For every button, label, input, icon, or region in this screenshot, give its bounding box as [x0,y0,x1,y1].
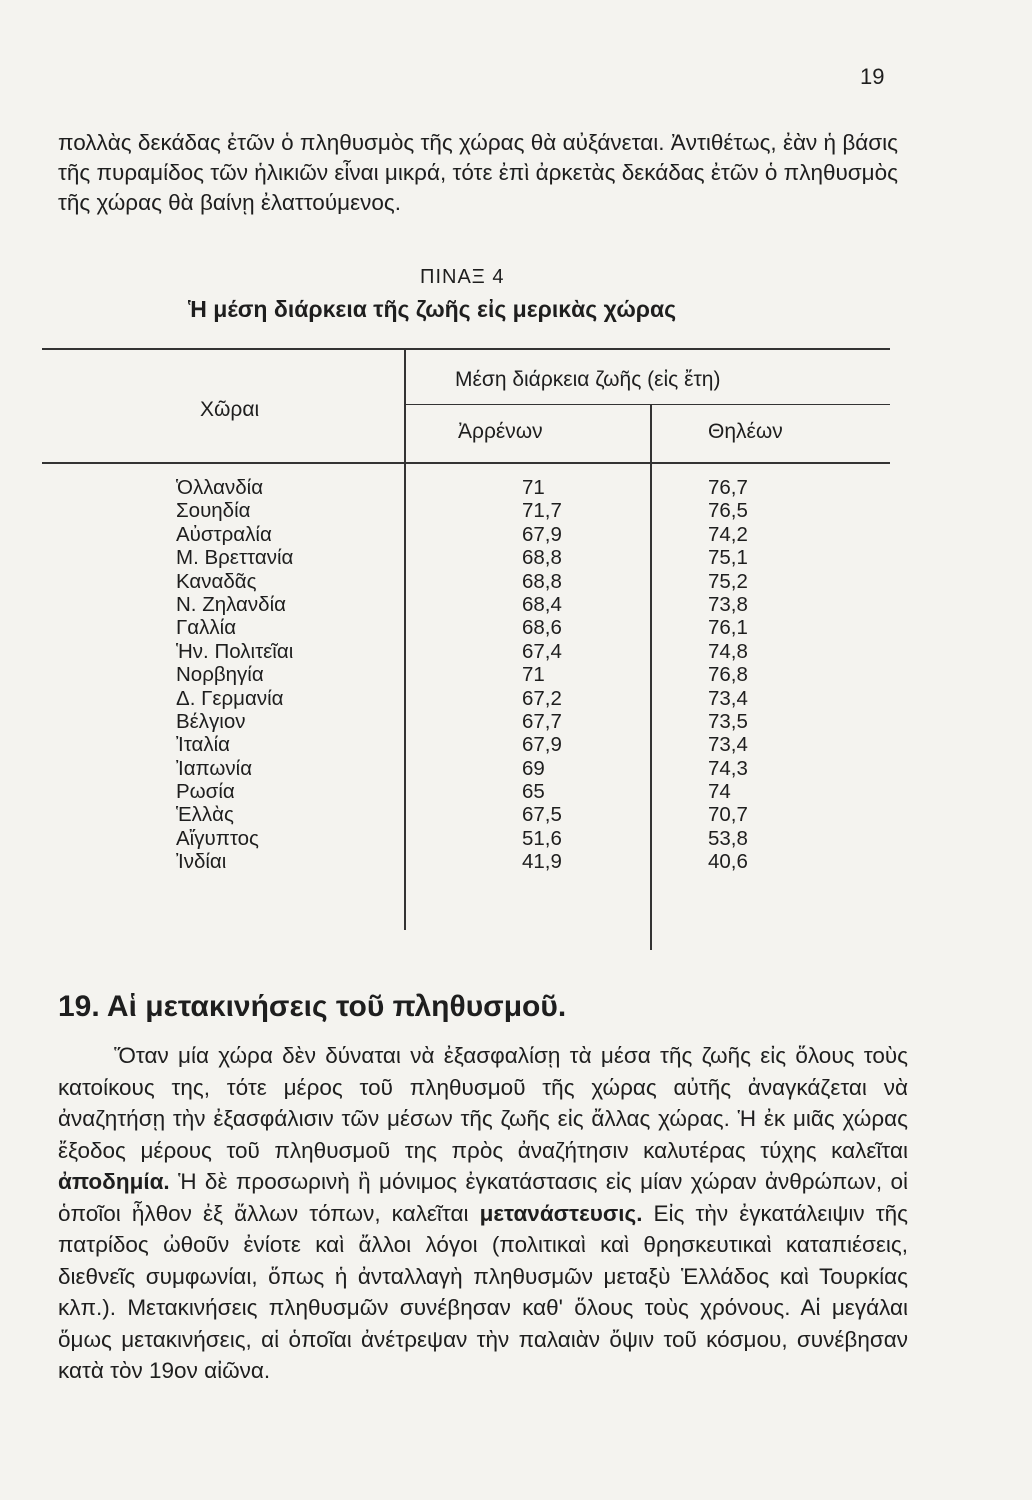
male-value-cell: 51,6 [522,826,562,850]
intro-paragraph: πολλὰς δεκάδας ἐτῶν ὁ πληθυσμὸς τῆς χώρας θὰ αὐξάνεται. Ἀντιθέτως, ἐὰν ἡ βάσις τῆς πυραμίδος τῶν ἡλικιῶν εἶναι μικρά, τότε ἐπὶ ἀρκετὰς δεκάδας ἐτῶν ὁ πληθυσμὸς τῆς χώρας θὰ βαίνῃ ἐλαττούμενος. [58,130,898,215]
male-value-cell: 67,5 [522,803,562,827]
page-number: 19 [860,64,885,89]
intro-text [58,128,898,218]
male-value-cell: 65 [522,780,545,804]
country-cell: Βέλγιον [176,709,246,733]
female-value-cell: 74,8 [708,639,748,663]
male-value-cell: 67,7 [522,709,562,733]
female-value-cell: 76,7 [708,476,748,499]
male-value-cell: 71 [522,663,545,687]
country-cell: Ἰταλία [176,733,231,757]
male-value-cell: 71,7 [522,499,562,523]
table-top-rule [42,348,890,350]
female-value-cell: 76,8 [708,663,748,687]
male-value-cell: 67,4 [522,639,562,663]
female-value-cell: 75,2 [708,569,748,593]
header-male: Ἀρρένων [458,420,543,443]
female-value-cell: 74 [708,780,731,804]
column-male [522,476,622,874]
country-cell: Ρωσία [176,780,235,804]
country-cell: Μ. Βρεττανία [176,546,294,570]
female-value-cell: 75,1 [708,546,748,570]
female-value-cell: 74,3 [708,756,748,780]
section-paragraph [58,1040,908,1387]
column-countries [176,476,406,874]
paragraph-text-1: Ὅταν μία χώρα δὲν δύναται νὰ ἐξασφαλίσῃ τὰ μέσα τῆς ζωῆς εἰς ὅλους τοὺς κατοίκους της, τότε μέρος τοῦ πληθυσμοῦ τῆς χώρας αὐτῆς ἀναγκάζεται νὰ ἀναζητήσῃ τὴν ἐξασφάλισιν τῶν μέσων τῆς ζωῆς εἰς ἄλλας χώρας. Ἡ ἐκ μιᾶς χώρας ἔξοδος μέρους τοῦ πληθυσμοῦ της πρὸς ἀναζήτησιν καλυτέρας τύχης καλεῖται [58,1043,908,1163]
female-value-cell: 76,1 [708,616,748,640]
female-value-cell: 73,5 [708,709,748,733]
country-cell: Ἰνδίαι [176,850,227,874]
table-label: ΠΙΝΑΞ 4 [420,266,505,288]
table-caption: Ἡ μέση διάρκεια τῆς ζωῆς εἰς μερικὰς χώρας [188,296,677,322]
female-value-cell: 74,2 [708,522,748,546]
female-value-cell: 73,8 [708,592,748,616]
country-cell: Καναδᾶς [176,569,257,593]
country-cell: Ν. Ζηλανδία [176,592,286,616]
table-divider-sex [650,405,652,950]
female-value-cell: 73,4 [708,686,748,710]
column-female [708,476,808,874]
paragraph-text-2: Ἡ δὲ προσωρινὴ ἢ μόνιμος ἐγκατάστασις εἰς μίαν χώραν ἀνθρώπων, οἱ ὁποῖοι ἦλθον ἐξ ἄλλων τόπων, καλεῖται [58,1169,908,1226]
country-cell: Ὁλλανδία [176,476,264,499]
header-female: Θηλέων [708,420,783,443]
section-heading: 19. Αἱ μετακινήσεις τοῦ πληθυσμοῦ. [58,990,567,1023]
term-emigration: ἀποδημία. [58,1169,170,1194]
paragraph-text-3: Εἰς τὴν ἐγκατάλειψιν τῆς πατρίδος ὠθοῦν ἐνίοτε καὶ ἄλλοι λόγοι (πολιτικαὶ καὶ θρησκευτικαὶ καταπιέσεις, διεθνεῖς συμφωνίαι, ὅπως ἡ ἀνταλλαγὴ πληθυσμῶν μεταξὺ Ἑλλάδος καὶ Τουρκίας κλπ.). Μετακινήσεις πληθυσμῶν συνέβησαν καθ' ὅλους τοὺς χρόνους. Αἱ μεγάλαι ὅμως μετακινήσεις, αἱ ὁποῖαι ἀνέτρεψαν τὴν παλαιὰν ὄψιν τοῦ κόσμου, συνέβησαν κατὰ τὸν 19ον αἰῶνα. [58,1200,908,1383]
country-cell: Αἴγυπτος [176,826,259,850]
table-header-subrule [404,404,890,405]
section-body [58,1040,908,1387]
male-value-cell: 67,9 [522,522,562,546]
male-value-cell: 69 [522,756,545,780]
country-cell: Δ. Γερμανία [176,686,284,710]
male-value-cell: 68,8 [522,546,562,570]
male-value-cell: 67,9 [522,733,562,757]
country-cell: Αὐστραλία [176,522,272,546]
term-immigration: μετανάστευσις. [479,1200,643,1226]
male-value-cell: 68,8 [522,569,562,593]
male-value-cell: 41,9 [522,850,562,874]
male-value-cell: 68,4 [522,592,562,616]
country-cell: Ἑλλὰς [176,803,234,827]
country-cell: Ἰαπωνία [176,756,253,780]
country-cell: Γαλλία [176,616,237,640]
female-value-cell: 73,4 [708,733,748,757]
header-life-expectancy: Μέση διάρκεια ζωῆς (εἰς ἔτη) [455,368,721,391]
country-cell: Νορβηγία [176,663,264,687]
female-value-cell: 53,8 [708,826,748,850]
country-cell: Σουηδία [176,499,251,523]
female-value-cell: 76,5 [708,499,748,523]
country-cell: Ἡν. Πολιτεῖαι [176,639,294,663]
female-value-cell: 40,6 [708,850,748,874]
header-countries: Χῶραι [200,398,260,421]
table-header-bottom-rule [42,462,890,464]
male-value-cell: 67,2 [522,686,562,710]
female-value-cell: 70,7 [708,803,748,827]
male-value-cell: 71 [522,476,545,499]
male-value-cell: 68,6 [522,616,562,640]
